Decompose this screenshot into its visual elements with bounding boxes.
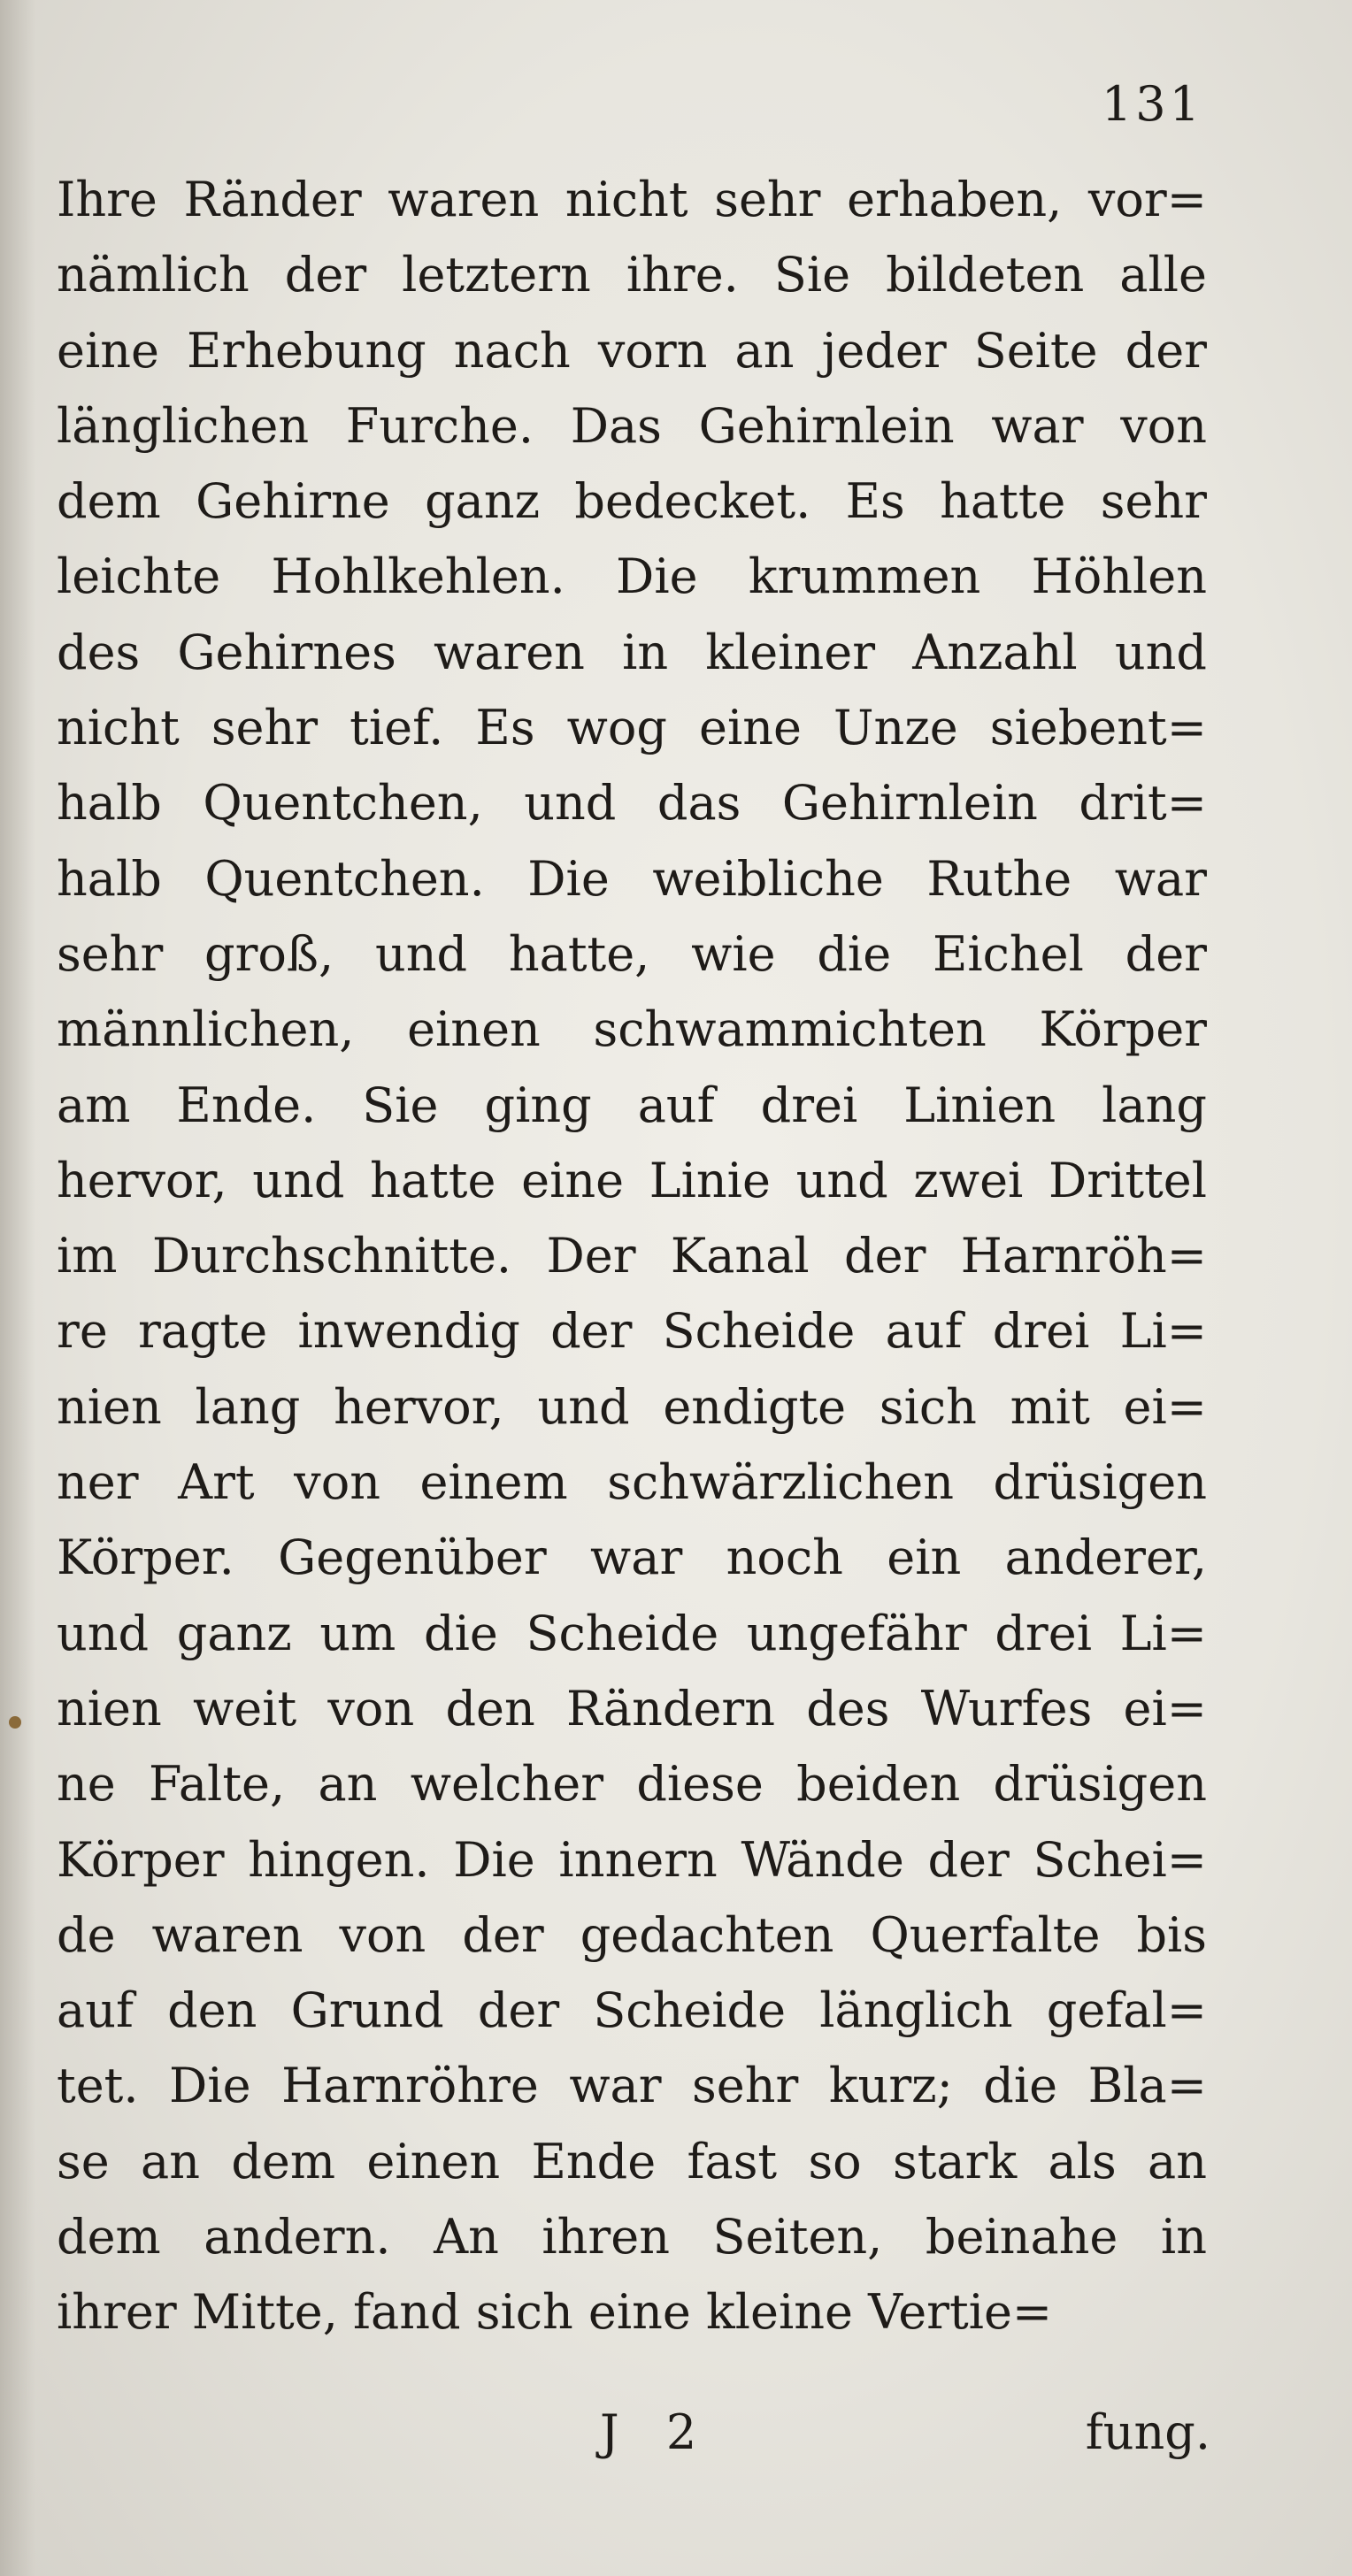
text-line: tet. Die Harnröhre war sehr kurz; die Bla= <box>57 2058 1207 2114</box>
text-line: Körper hingen. Die innern Wände der Schei= <box>57 1831 1207 1888</box>
text-line: nämlich der letztern ihre. Sie bildeten alle <box>57 247 1207 303</box>
margin-stain-mark <box>9 1716 21 1729</box>
page-number: 131 <box>1101 76 1203 132</box>
text-line: Körper. Gegenüber war noch ein anderer, <box>57 1530 1207 1586</box>
text-line: ner Art von einem schwärzlichen drüsigen <box>57 1454 1207 1511</box>
text-line: am Ende. Sie ging auf drei Linien lang <box>57 1077 1207 1133</box>
catchword: fung. <box>1085 2404 1210 2460</box>
text-line: nien weit von den Rändern des Wurfes ei= <box>57 1680 1207 1736</box>
text-line: ne Falte, an welcher diese beiden drüsigen <box>57 1756 1207 1813</box>
text-line: halb Quentchen, und das Gehirnlein drit= <box>57 775 1207 832</box>
text-line: nien lang hervor, und endigte sich mit ei= <box>57 1378 1207 1435</box>
text-line: re ragte inwendig der Scheide auf drei Li= <box>57 1303 1207 1360</box>
text-line: und ganz um die Scheide ungefähr drei Li= <box>57 1605 1207 1661</box>
spine-shadow <box>0 0 35 2576</box>
text-line: dem andern. An ihren Seiten, beinahe in <box>57 2209 1207 2266</box>
text-line: im Durchschnitte. Der Kanal der Harnröh= <box>57 1228 1207 1284</box>
text-line: nicht sehr tief. Es wog eine Unze siebent= <box>57 700 1207 756</box>
signature-mark: J 2 <box>600 2404 713 2460</box>
text-line: leichte Hohlkehlen. Die krummen Höhlen <box>57 548 1207 605</box>
text-line: se an dem einen Ende fast so stark als an <box>57 2133 1207 2189</box>
text-line: Ihre Ränder waren nicht sehr erhaben, vor= <box>57 172 1207 227</box>
text-line: länglichen Furche. Das Gehirnlein war von <box>57 397 1207 454</box>
text-line: eine Erhebung nach vorn an jeder Seite der <box>57 322 1207 379</box>
text-line: dem Gehirne ganz bedecket. Es hatte sehr <box>57 473 1207 530</box>
text-line: halb Quentchen. Die weibliche Ruthe war <box>57 850 1207 907</box>
text-line: de waren von der gedachten Querfalte bis <box>57 1906 1207 1963</box>
text-line: auf den Grund der Scheide länglich gefal= <box>57 1982 1207 2039</box>
text-line: männlichen, einen schwammichten Körper <box>57 1001 1207 1058</box>
text-line: hervor, und hatte eine Linie und zwei Drittel <box>57 1152 1207 1208</box>
text-line: ihrer Mitte, fand sich eine kleine Vertie= <box>57 2284 1053 2341</box>
text-line: sehr groß, und hatte, wie die Eichel der <box>57 925 1207 982</box>
body-text <box>57 162 1207 2350</box>
text-line: des Gehirnes waren in kleiner Anzahl und <box>57 624 1207 680</box>
